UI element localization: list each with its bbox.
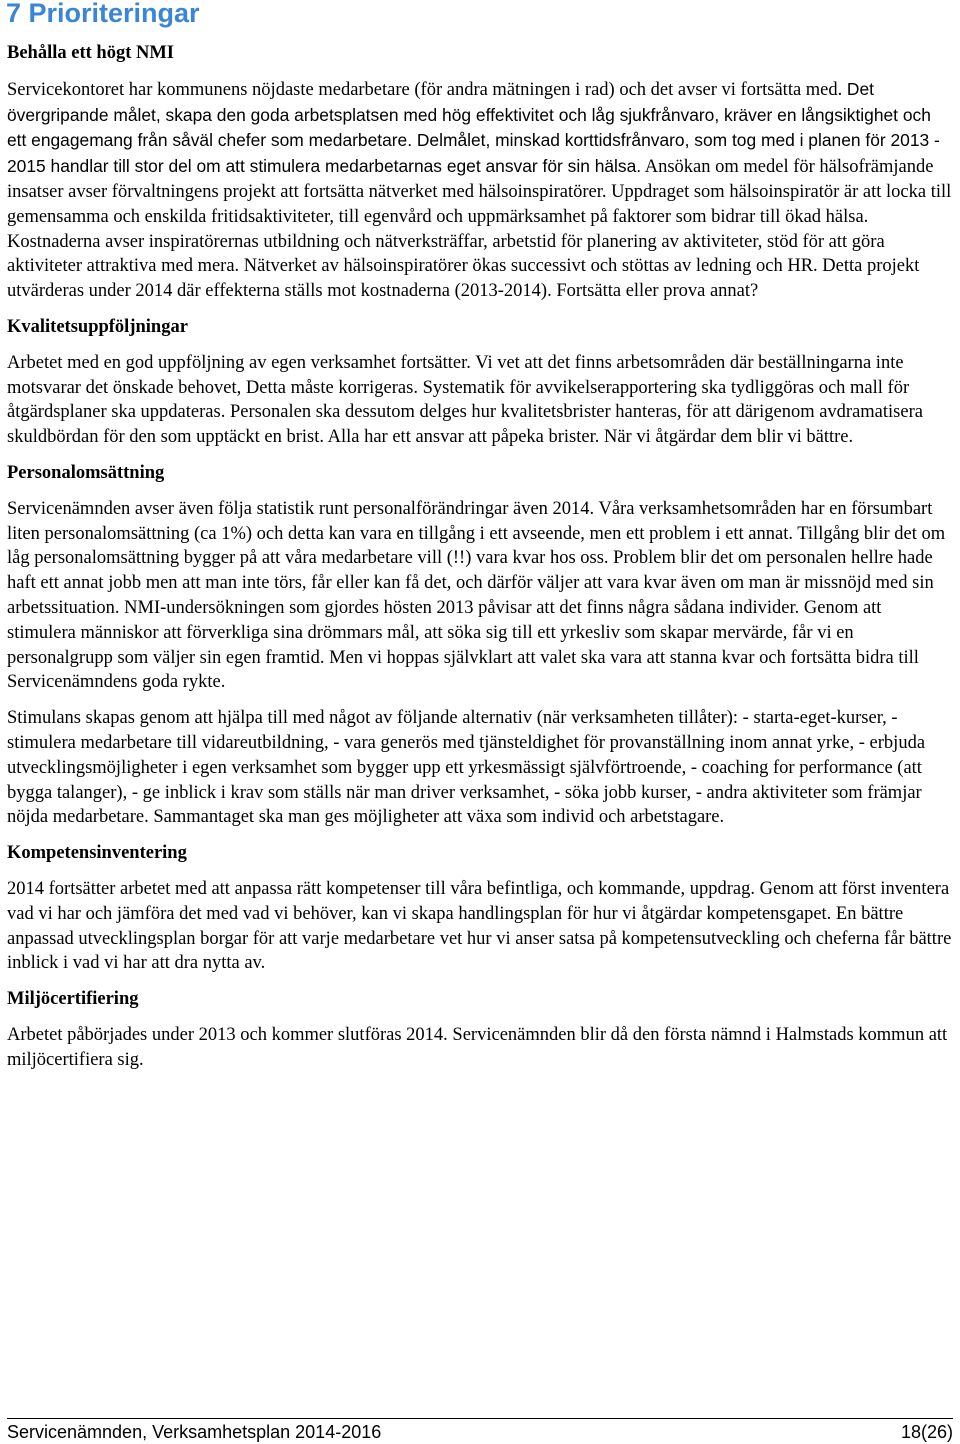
paragraph-text-serif: Servicekontoret har kommunens nöjdaste medarbetare (för andra mätningen i rad) och det avser vi fortsätta med.	[7, 79, 847, 100]
footer-page-number: 18(26)	[900, 1422, 953, 1442]
body-paragraph: Arbetet påbörjades under 2013 och kommer slutföras 2014. Servicenämnden blir då den första nämnd i Halmstads kommun att miljöcertifiera sig.	[7, 1024, 948, 1070]
paragraph-text-serif: Ansökan om medel för hälsofrämjande insatser avser förvaltningens projekt att fortsätta nätverket med hälsoinspiratörer. Uppdraget som hälsoinspiratör är att locka till gemensamma och enskilda fritidsaktiviteter, till egenvård och uppmärksamhet på faktorer som bidrar till ökad hälsa. Kostnaderna avser inspiratörernas utbildning och nätverksträffar, arbetstid för planering av aktiviteter, stöd för att göra aktiviteter attraktiva med mera. Nätverket av hälsoinspiratörer ökas successivt och stöttas av ledning och HR. Detta projekt utvärderas under 2014 där effekterna ställs mot kostnaderna (2013-2014). Fortsätta eller prova annat?	[7, 157, 952, 302]
section-personalomsattning	[7, 461, 953, 830]
section-kvalitetsuppfoljningar	[7, 315, 953, 450]
body-paragraph: Arbetet med en god uppföljning av egen verksamhet fortsätter. Vi vet att det finns arbetsområden där beställningarna inte motsvarar det önskade behovet, Detta måste korrigeras. Systematik för avvikelserapportering ska tydliggöras och mall för åtgärdsplaner ska uppdateras. Personalen ska dessutom delges hur kvalitetsbrister hanteras, för att därigenom avdramatisera skuldbördan för den som upptäckt en brist. Alla har ett ansvar att påpeka brister. När vi åtgärdar dem blir vi bättre.	[7, 352, 923, 448]
footer-divider	[7, 1418, 953, 1419]
section-heading: Kompetensinventering	[7, 843, 187, 864]
section-heading: Kvalitetsuppföljningar	[7, 316, 188, 337]
document-body	[7, 41, 953, 1083]
section-kompetensinventering	[7, 841, 953, 976]
body-paragraph: Stimulans skapas genom att hjälpa till med något av följande alternativ (när verksamheten tillåter): - starta-eget-kurser, - stimulera medarbetare till vidareutbildning, - vara generös med tjänsteldighet för provanställning inom annat yrke, - erbjuda utvecklingsmöjligheter i egen verksamhet som bygger upp ett yrkesmässigt självförtroende, - coaching for performance (att bygga talanger), - ge inblick i krav som ställs när man driver verksamhet, - söka jobb kurser, - andra aktiviteter som främjar nöjda medarbetare. Sammantaget ska man ges möjligheter att växa som individ och arbetstagare.	[7, 708, 926, 828]
chapter-title: 7 Prioriteringar	[6, 0, 200, 28]
body-paragraph	[7, 77, 953, 304]
body-paragraph: 2014 fortsätter arbetet med att anpassa rätt kompetenser till våra befintliga, och kommande, uppdrag. Genom att först inventera vad vi har och jämföra det med vad vi behöver, kan vi skapa handlingsplan för hur vi åtgärdar kompetensgapet. En bättre anpassad utvecklingsplan borgar för att varje medarbetare vet hur vi anser satsa på kompetensutveckling och cheferna får bättre inblick i vad vi har att dra nytta av.	[7, 878, 952, 974]
footer-document-title: Servicenämnden, Verksamhetsplan 2014-2016	[7, 1422, 382, 1442]
section-heading: Personalomsättning	[7, 462, 165, 483]
section-behalla-nmi	[7, 41, 953, 304]
paragraph-text-sans: Det övergripande målet, skapa den goda arbetsplatsen med hög effektivitet och låg sjukfrånvaro, kräver en långsiktighet och ett engagemang från såväl chefer som medarbetare. Delmålet, minskad korttidsfrånvaro, som tog med i planen för 2013 - 2015 handlar till stor del om att stimulera medarbetarnas eget ansvar för sin hälsa.	[7, 78, 940, 177]
section-miljocertifiering	[7, 987, 953, 1072]
section-heading: Behålla ett högt NMI	[7, 43, 174, 63]
section-heading: Miljöcertifiering	[7, 989, 139, 1010]
body-paragraph: Servicenämnden avser även följa statistik runt personalförändringar även 2014. Våra verksamhetsområden har en försumbart liten personalomsättning (ca 1%) och detta kan vara en tillgång i ett avseende, men ett problem i ett annat. Tillgång blir det om låg personalomsättning bygger på att våra medarbetare vill (!!) vara kvar hos oss. Problem blir det om personalen hellre hade haft ett annat jobb men att man inte törs, får eller kan få det, och därför väljer att vara kvar även om man är missnöjd med sin arbetssituation. NMI-undersökningen som gjordes hösten 2013 påvisar att det finns några sådana individer. Genom att stimulera människor att förverkliga sina drömmars mål, att söka sig till ett yrkesliv som skapar mervärde, får vi en personalgrupp som väljer sin egen framtid. Men vi hoppas självklart att valet ska vara att stanna kvar och fortsätta bidra till Servicenämndens goda rykte.	[7, 498, 946, 693]
